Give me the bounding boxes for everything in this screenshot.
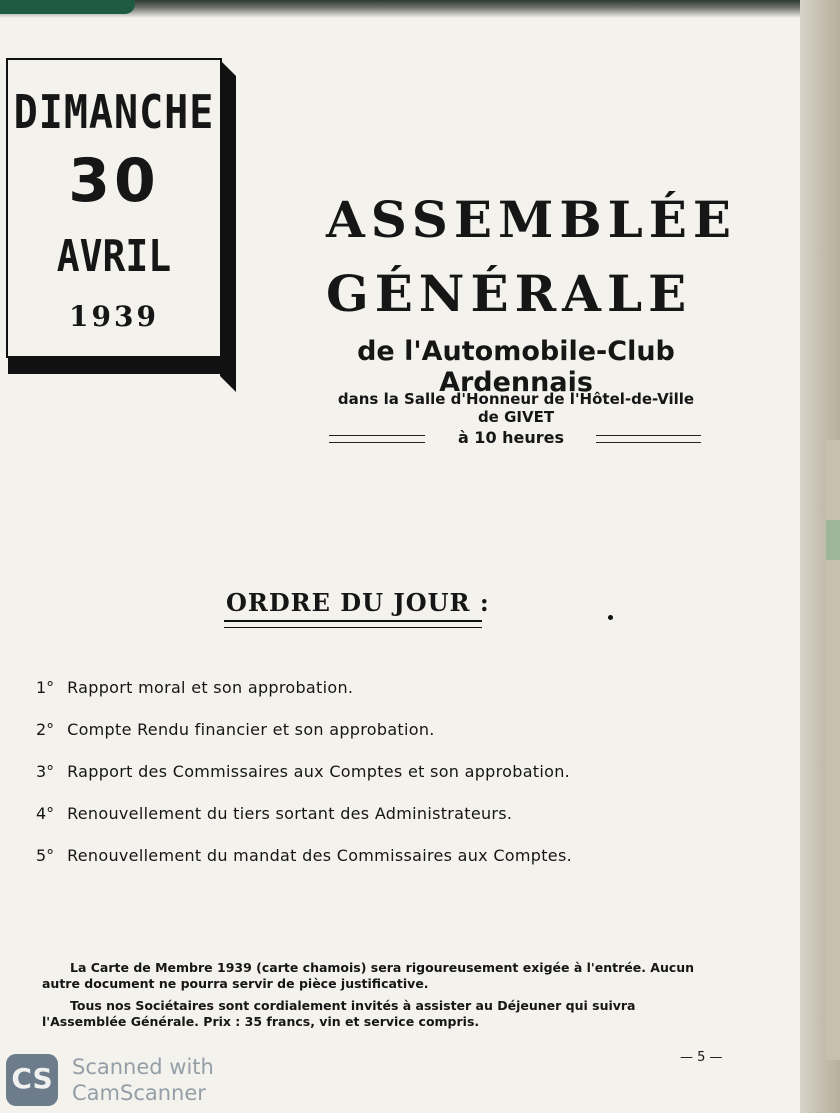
agenda-item [36,804,512,823]
watermark-line-1: Scanned with [72,1055,214,1079]
agenda-item-text: Renouvellement du tiers sortant des Administrateurs. [67,804,513,823]
time-row [326,428,704,450]
subtitle: de l'Automobile-Club Ardennais [357,336,675,398]
date-box [6,58,222,358]
agenda-item [36,846,572,865]
top-green-tab [0,0,135,14]
lunch-note: Tous nos Sociétaires sont cordialement invités à assister au Déjeuner qui suivra l'Assemblée Générale. Prix : 35 francs, vin et service compris. [42,998,636,1029]
ink-dot [608,615,613,620]
date-month: AVRIL [56,230,172,282]
date-box-shadow-side [220,60,236,392]
title-line-1: ASSEMBLÉE [326,190,738,249]
agenda-item-text: Renouvellement du mandat des Commissaires aux Comptes. [67,846,572,865]
agenda-item-number: 5° [36,846,55,865]
date-box-shadow-bottom [8,356,236,374]
agenda-item-number: 1° [36,678,55,697]
agenda-item [36,762,570,781]
date-day: 30 [68,146,160,216]
adjacent-page-green-mark [826,520,840,560]
agenda-item [36,720,435,739]
agenda-heading: ORDRE DU JOUR : [226,588,490,617]
double-rule-left [329,435,425,443]
membership-card-note: La Carte de Membre 1939 (carte chamois) sera rigoureusement exigée à l'entrée. Aucun autre document ne pourra servir de pièce justificative. [42,960,695,991]
agenda-item-text: Compte Rendu financier et son approbation. [67,720,435,739]
agenda-item [36,678,353,697]
agenda-item-number: 2° [36,720,55,739]
agenda-heading-underline [224,620,482,628]
agenda-item-text: Rapport des Commissaires aux Comptes et son approbation. [67,762,571,781]
meeting-place: dans la Salle d'Honneur de l'Hôtel-de-Ville de GIVET [337,390,695,426]
agenda-item-number: 3° [36,762,55,781]
watermark-line-2: CamScanner [72,1081,206,1105]
camscanner-logo-icon [6,1054,58,1106]
agenda-item-number: 4° [36,804,55,823]
title-line-2: GÉNÉRALE [326,264,693,323]
page-number: — 5 — [680,1050,723,1065]
date-year: 1939 [69,300,159,333]
agenda-item-text: Rapport moral et son approbation. [67,678,354,697]
double-rule-right [596,435,701,443]
camscanner-logo-text: CS [11,1062,53,1095]
meeting-time: à 10 heures [457,428,565,447]
date-weekday: DIMANCHE [13,86,215,140]
